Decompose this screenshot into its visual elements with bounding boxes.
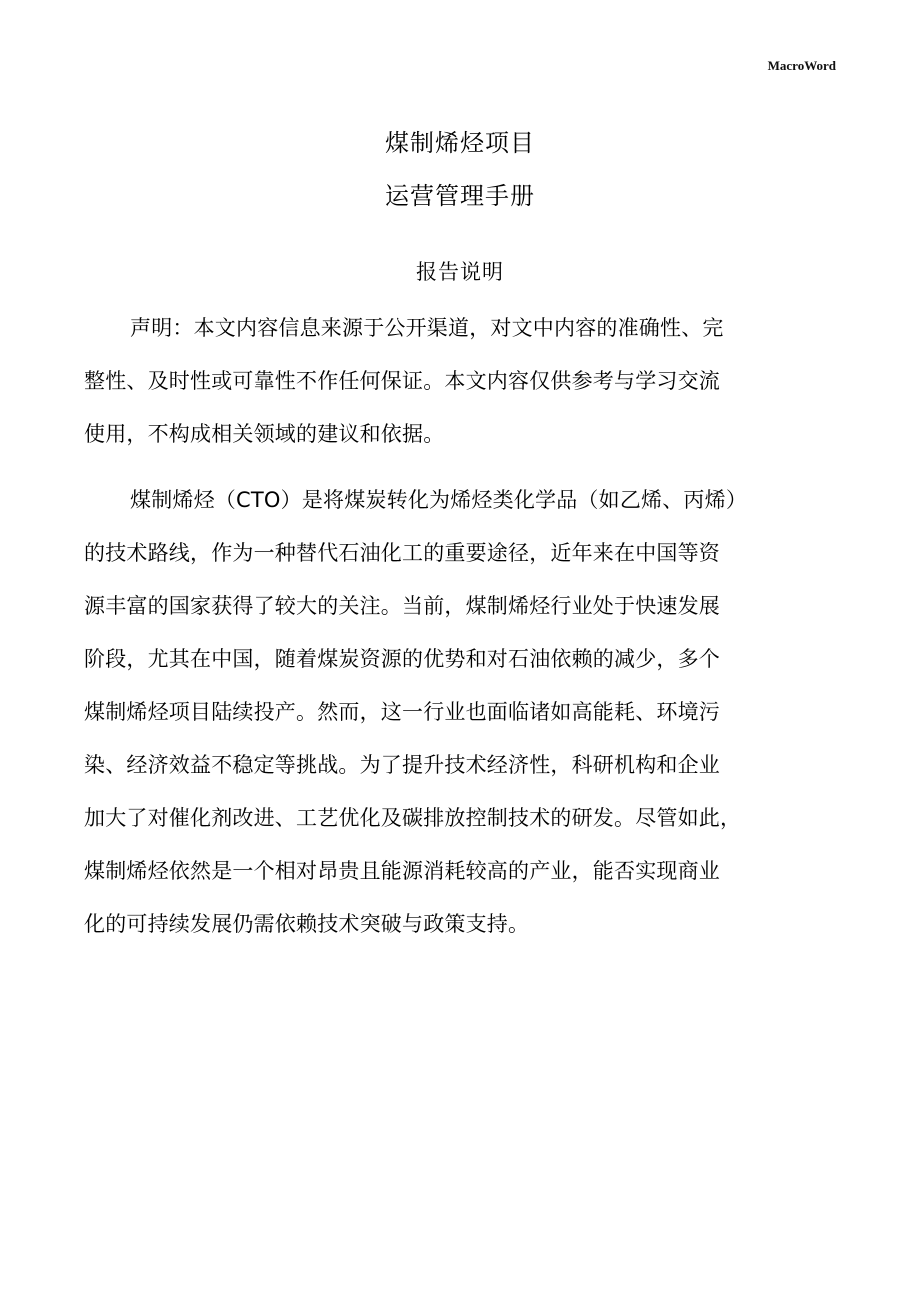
paragraph-line: 染、经济效益不稳定等挑战。为了提升技术经济性，科研机构和企业 (84, 753, 720, 777)
disclaimer-paragraph (84, 302, 844, 461)
paragraph-line: 使用，不构成相关领域的建议和依据。 (84, 422, 445, 446)
paragraph-line: 化的可持续发展仍需依赖技术突破与政策支持。 (84, 912, 530, 936)
document-title-line1: 煤制烯烃项目 (385, 129, 535, 157)
paragraph-line: 加大了对催化剂改进、工艺优化及碳排放控制技术的研发。尽管如此， (84, 806, 742, 830)
paragraph-line: 声明：本文内容信息来源于公开渠道，对文中内容的准确性、完 (130, 316, 724, 340)
document-title-line2: 运营管理手册 (385, 182, 535, 210)
paragraph-line: 整性、及时性或可靠性不作任何保证。本文内容仅供参考与学习交流 (84, 369, 720, 393)
paragraph-line: 源丰富的国家获得了较大的关注。当前，煤制烯烃行业处于快速发展 (84, 594, 720, 618)
paragraph-line: 阶段，尤其在中国，随着煤炭资源的优势和对石油依赖的减少，多个 (84, 647, 720, 671)
paragraph-line: 煤制烯烃（CTO）是将煤炭转化为烯烃类化学品（如乙烯、丙烯） (130, 488, 748, 512)
header-brand: MacroWord (767, 58, 836, 73)
paragraph-line: 煤制烯烃项目陆续投产。然而，这一行业也面临诸如高能耗、环境污 (84, 700, 720, 724)
intro-paragraph (84, 474, 844, 951)
paragraph-line: 煤制烯烃依然是一个相对昂贵且能源消耗较高的产业，能否实现商业 (84, 859, 720, 883)
section-heading: 报告说明 (416, 260, 504, 284)
paragraph-line: 的技术路线，作为一种替代石油化工的重要途径，近年来在中国等资 (84, 541, 720, 565)
